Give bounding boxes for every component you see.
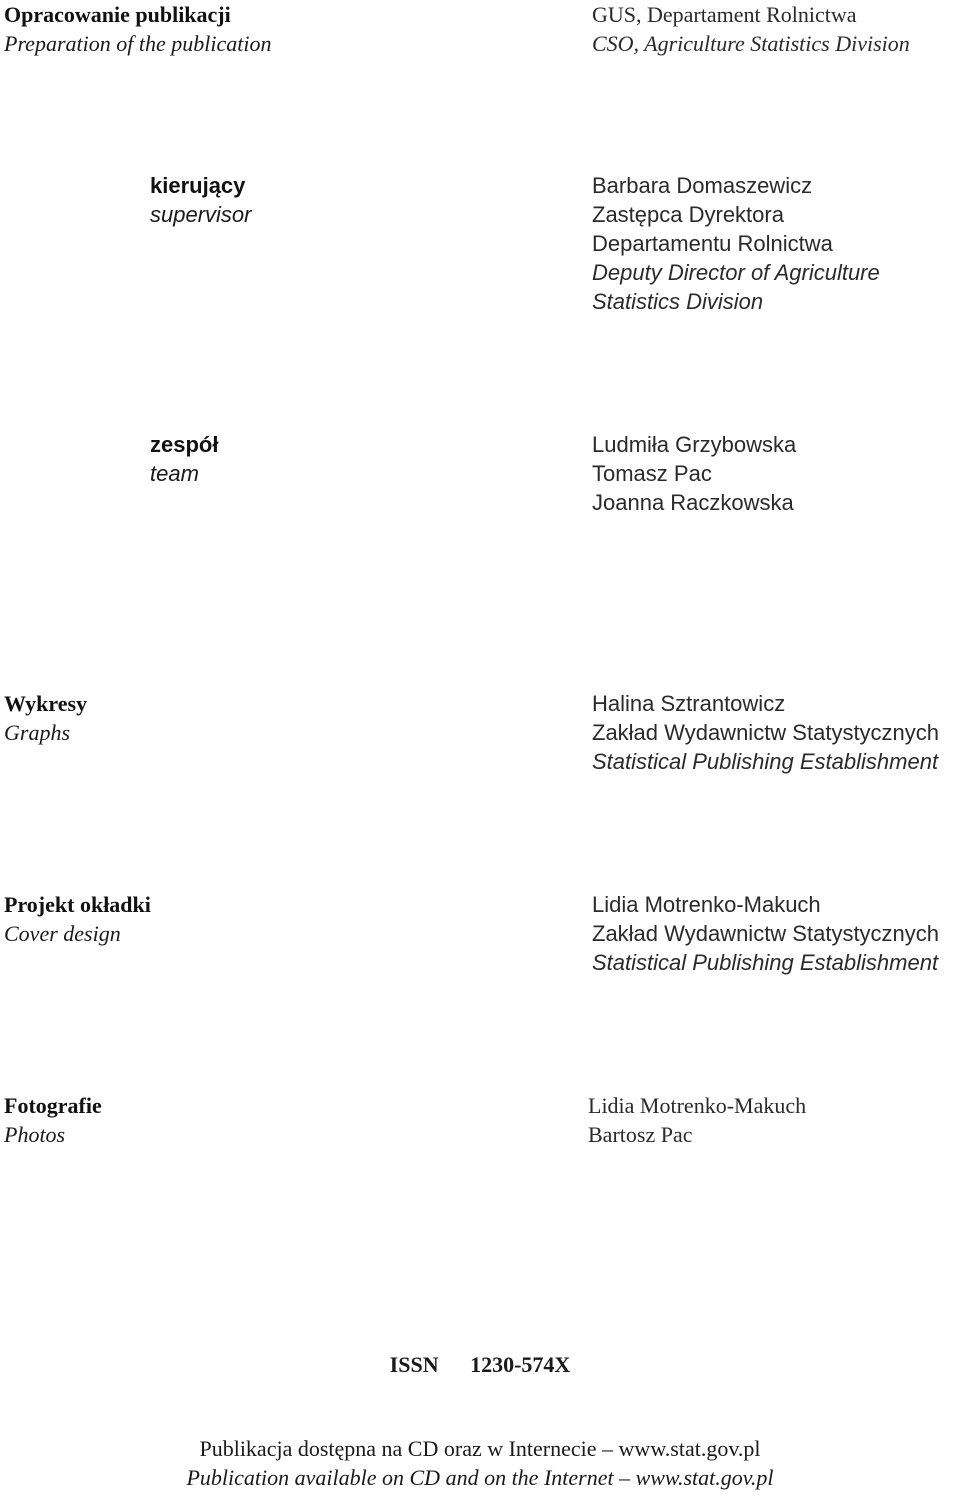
- supervisor-label-en: supervisor: [150, 202, 252, 227]
- supervisor-title-pl: Zastępca Dyrektora: [592, 202, 784, 227]
- header-left: [4, 0, 271, 58]
- header-title-pl: Opracowanie publikacji: [4, 2, 231, 27]
- photos-label: [4, 1091, 102, 1149]
- cover-org-en: Statistical Publishing Establishment: [592, 950, 939, 975]
- cover-name: Lidia Motrenko-Makuch: [592, 892, 821, 917]
- header-org-en: CSO, Agriculture Statistics Division: [592, 31, 910, 56]
- photos-label-en: Photos: [4, 1122, 66, 1147]
- issn-row: [0, 1350, 960, 1379]
- photographer-name: Lidia Motrenko-Makuch: [588, 1093, 807, 1118]
- graphs-details: [592, 689, 939, 776]
- team-member: Joanna Raczkowska: [592, 490, 794, 515]
- cover-org-pl: Zakład Wydawnictw Statystycznych: [592, 921, 940, 946]
- availability-pl: Publikacja dostępna na CD oraz w Internecie – www.stat.gov.pl: [199, 1436, 761, 1461]
- graphs-name: Halina Sztrantowicz: [592, 691, 786, 716]
- issn-value: 1230-574X: [470, 1352, 571, 1377]
- cover-label: [4, 890, 151, 948]
- header-right: [592, 0, 910, 58]
- cover-label-pl: Projekt okładki: [4, 892, 151, 917]
- availability-note: [0, 1434, 960, 1492]
- header-title-en: Preparation of the publication: [4, 31, 272, 56]
- supervisor-name: Barbara Domaszewicz: [592, 173, 813, 198]
- graphs-label-en: Graphs: [4, 720, 71, 745]
- availability-en: Publication available on CD and on the Internet – www.stat.gov.pl: [186, 1465, 774, 1490]
- cover-label-en: Cover design: [4, 921, 121, 946]
- photographer-name: Bartosz Pac: [588, 1122, 693, 1147]
- team-member: Ludmiła Grzybowska: [592, 432, 797, 457]
- supervisor-dept-en: Statistics Division: [592, 289, 764, 314]
- graphs-label: [4, 689, 87, 747]
- issn-label: ISSN: [389, 1352, 439, 1377]
- supervisor-title-en: Deputy Director of Agriculture: [592, 260, 880, 285]
- header-org-pl: GUS, Departament Rolnictwa: [592, 2, 857, 27]
- team-label-en: team: [150, 461, 199, 486]
- team-members: [592, 430, 796, 517]
- team-member: Tomasz Pac: [592, 461, 712, 486]
- photos-label-pl: Fotografie: [4, 1093, 102, 1118]
- cover-details: [592, 890, 939, 977]
- graphs-org-en: Statistical Publishing Establishment: [592, 749, 939, 774]
- team-label: [150, 430, 218, 488]
- team-label-pl: zespół: [150, 432, 219, 457]
- photos-details: [588, 1091, 806, 1149]
- supervisor-details: [592, 171, 880, 316]
- graphs-label-pl: Wykresy: [4, 691, 88, 716]
- supervisor-label: [150, 171, 251, 229]
- supervisor-label-pl: kierujący: [150, 173, 246, 198]
- graphs-org-pl: Zakład Wydawnictw Statystycznych: [592, 720, 940, 745]
- supervisor-dept-pl: Departamentu Rolnictwa: [592, 231, 833, 256]
